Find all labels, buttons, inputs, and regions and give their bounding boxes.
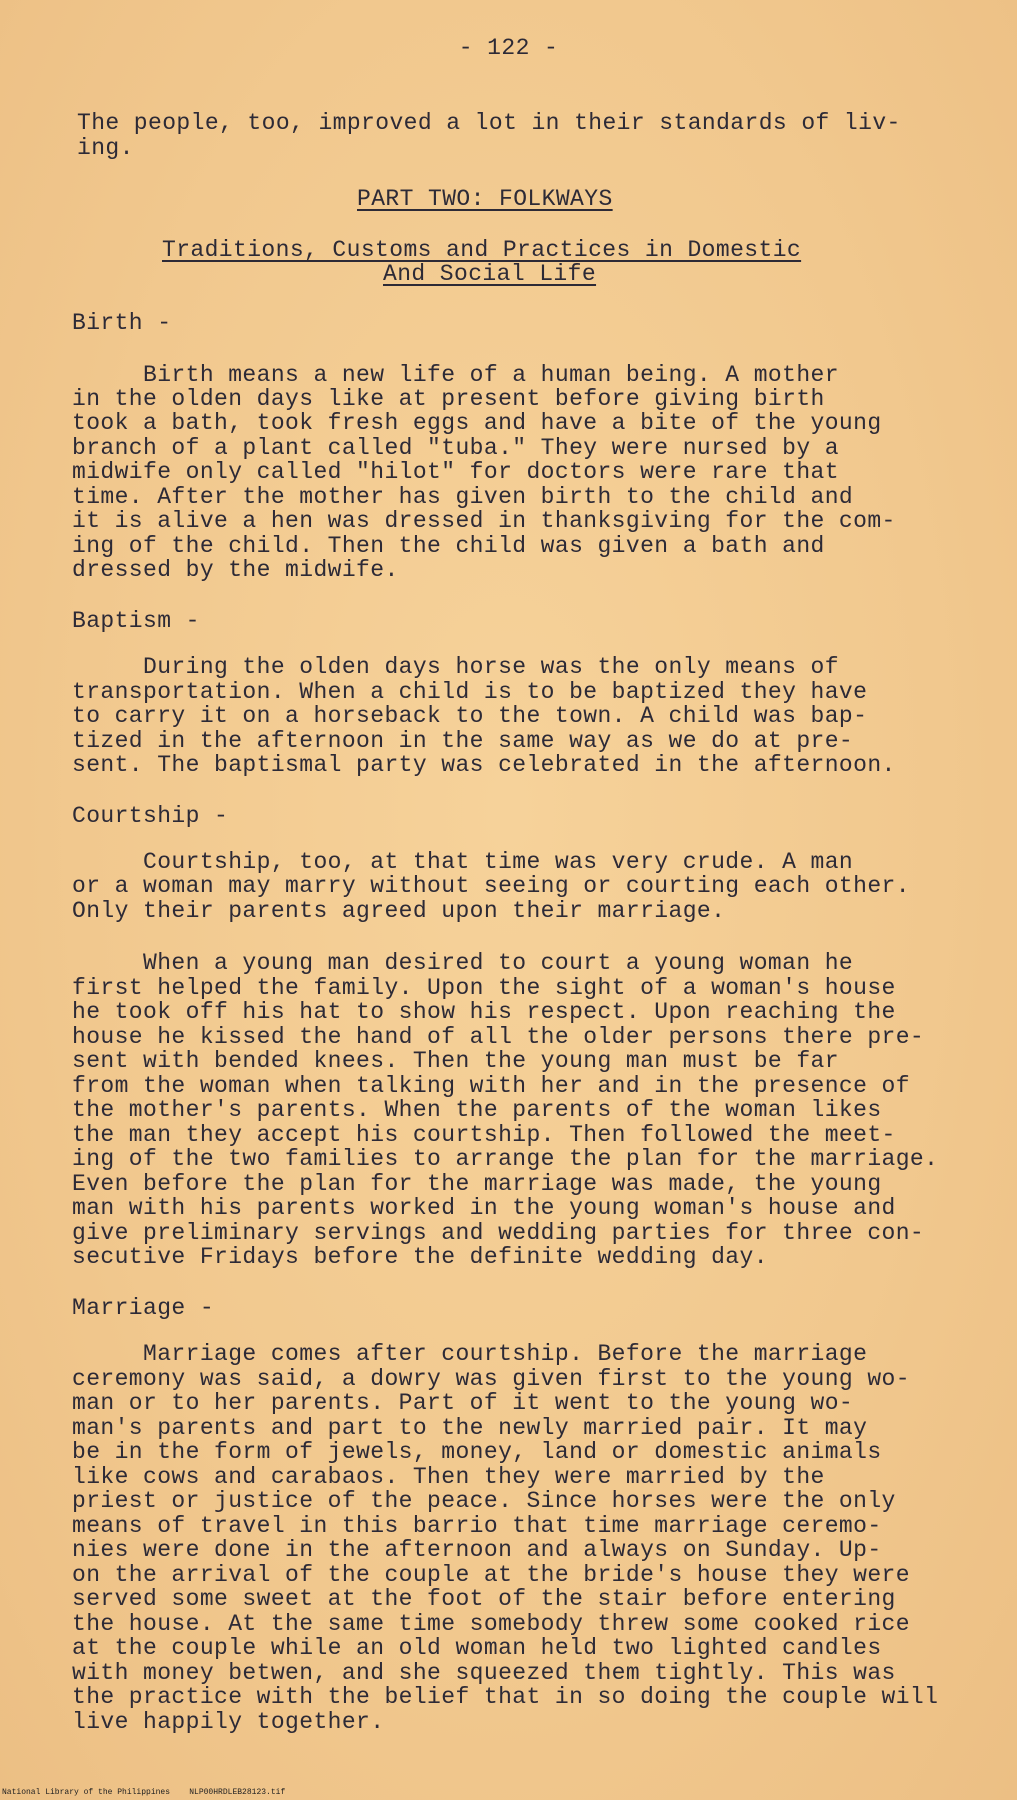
- birth-line: time. After the mother has given birth to the child and: [72, 484, 854, 510]
- marriage-line: the house. At the same time somebody threw some cooked rice: [72, 1611, 910, 1637]
- intro-line-2: ing.: [77, 135, 134, 161]
- marriage-line: means of travel in this barrio that time marriage ceremo-: [72, 1513, 882, 1539]
- baptism-line: to carry it on a horseback to the town. A child was bap-: [72, 703, 868, 729]
- section-heading-line-2: And Social Life: [383, 261, 597, 287]
- courtship-line: sent with bended knees. Then the young man must be far: [72, 1048, 839, 1074]
- courtship-line: Only their parents agreed upon their marriage.: [72, 898, 726, 924]
- baptism-line: During the olden days horse was the only means of: [72, 654, 839, 680]
- courtship-line: house he kissed the hand of all the older persons there pre-: [72, 1024, 925, 1050]
- marriage-line: be in the form of jewels, money, land or domestic animals: [72, 1439, 882, 1465]
- marriage-line: man's parents and part to the newly married pair. It may: [72, 1415, 868, 1441]
- marriage-line: served some sweet at the foot of the stair before entering: [72, 1586, 896, 1612]
- courtship-line: first helped the family. Upon the sight of a woman's house: [72, 975, 896, 1001]
- intro-line-1: The people, too, improved a lot in their standards of liv-: [77, 110, 901, 136]
- part-heading: PART TWO: FOLKWAYS: [357, 186, 613, 212]
- courtship-line: from the woman when talking with her and in the presence of: [72, 1073, 910, 1099]
- marriage-line: priest or justice of the peace. Since horses were the only: [72, 1488, 896, 1514]
- courtship-line: man with his parents worked in the young woman's house and: [72, 1195, 896, 1221]
- page-number: - 122 -: [458, 35, 559, 61]
- courtship-line: the man they accept his courtship. Then followed the meet-: [72, 1122, 896, 1148]
- courtship-line: the mother's parents. When the parents of the woman likes: [72, 1097, 882, 1123]
- marriage-line: like cows and carabaos. Then they were married by the: [72, 1464, 825, 1490]
- courtship-heading: Courtship -: [72, 803, 229, 829]
- courtship-line: he took off his hat to show his respect. Upon reaching the: [72, 999, 896, 1025]
- marriage-line: at the couple while an old woman held two lighted candles: [72, 1635, 882, 1661]
- birth-line: took a bath, took fresh eggs and have a bite of the young: [72, 410, 882, 436]
- marriage-line: ceremony was said, a dowry was given first to the young wo-: [72, 1366, 910, 1392]
- birth-line: it is alive a hen was dressed in thanksgiving for the com-: [72, 508, 896, 534]
- marriage-line: the practice with the belief that in so doing the couple will: [72, 1684, 939, 1710]
- birth-line: midwife only called "hilot" for doctors were rare that: [72, 459, 839, 485]
- marriage-line: Marriage comes after courtship. Before the marriage: [72, 1341, 868, 1367]
- courtship-line: give preliminary servings and wedding parties for three con-: [72, 1220, 925, 1246]
- marriage-line: man or to her parents. Part of it went to the young wo-: [72, 1390, 854, 1416]
- courtship-line: When a young man desired to court a young woman he: [72, 950, 854, 976]
- section-heading-line-1: Traditions, Customs and Practices in Domestic: [162, 237, 802, 263]
- archive-footer: National Library of the Philippines NLP00HRDLEB28123.tif: [2, 1788, 286, 1797]
- birth-line: ing of the child. Then the child was given a bath and: [72, 533, 825, 559]
- courtship-line: or a woman may marry without seeing or courting each other.: [72, 873, 910, 899]
- birth-line: in the olden days like at present before giving birth: [72, 386, 825, 412]
- courtship-line: Courtship, too, at that time was very crude. A man: [72, 849, 854, 875]
- marriage-line: on the arrival of the couple at the bride's house they were: [72, 1562, 910, 1588]
- birth-line: branch of a plant called "tuba." They were nursed by a: [72, 435, 839, 461]
- birth-heading: Birth -: [72, 310, 172, 336]
- marriage-heading: Marriage -: [72, 1295, 215, 1321]
- baptism-heading: Baptism -: [72, 608, 200, 634]
- baptism-line: sent. The baptismal party was celebrated in the afternoon.: [72, 752, 896, 778]
- courtship-line: secutive Fridays before the definite wedding day.: [72, 1244, 768, 1270]
- courtship-line: Even before the plan for the marriage was made, the young: [72, 1171, 882, 1197]
- marriage-line: nies were done in the afternoon and always on Sunday. Up-: [72, 1537, 882, 1563]
- birth-line: Birth means a new life of a human being. A mother: [72, 362, 839, 388]
- courtship-line: ing of the two families to arrange the plan for the marriage.: [72, 1146, 939, 1172]
- marriage-line: with money betwen, and she squeezed them tightly. This was: [72, 1660, 896, 1686]
- baptism-line: transportation. When a child is to be baptized they have: [72, 679, 868, 705]
- marriage-line: live happily together.: [72, 1709, 385, 1735]
- birth-line: dressed by the midwife.: [72, 557, 399, 583]
- baptism-line: tized in the afternoon in the same way as we do at pre-: [72, 728, 854, 754]
